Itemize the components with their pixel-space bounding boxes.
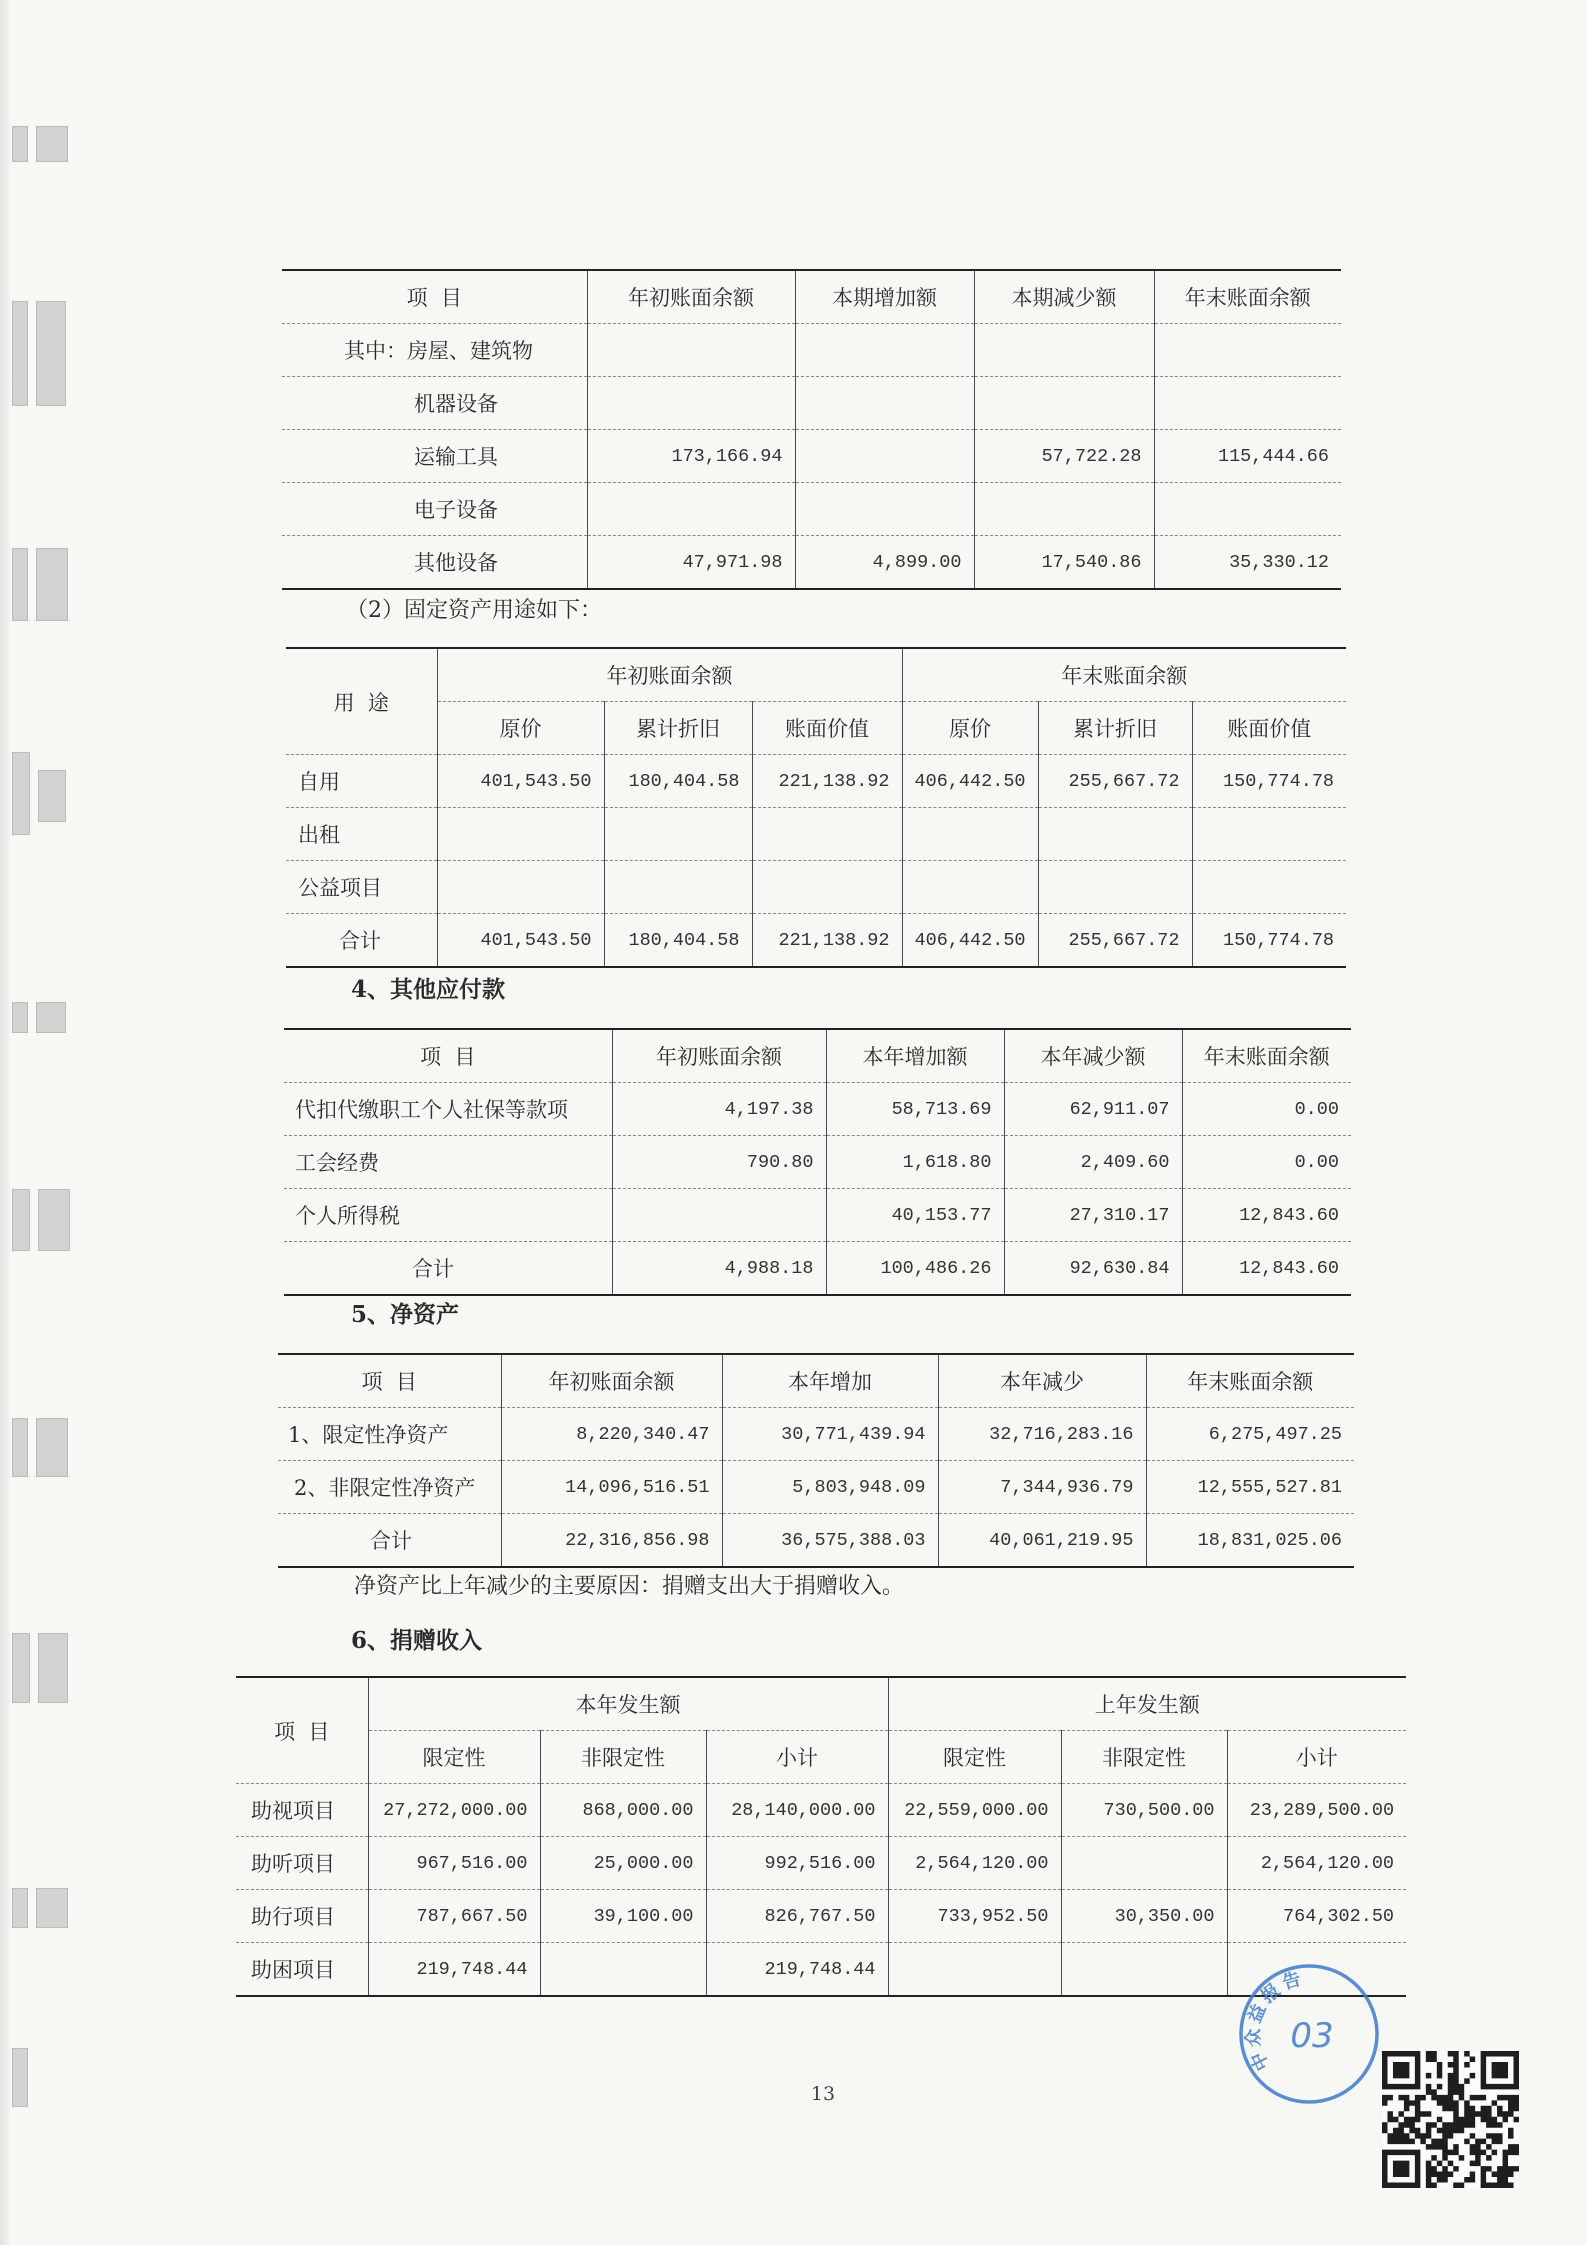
binding-mark — [12, 1002, 28, 1033]
table-total-row — [278, 1514, 1354, 1568]
column-header: 本期增加额 — [795, 270, 974, 324]
row-label: 1、限定性净资产 — [278, 1408, 501, 1461]
table-subheader-row — [286, 702, 1346, 755]
column-header: 非限定性 — [1061, 1731, 1227, 1784]
cell-value: 401,543.50 — [437, 755, 604, 808]
cell-value — [902, 861, 1038, 914]
cell-value — [437, 808, 604, 861]
column-header: 本期减少额 — [974, 270, 1154, 324]
column-header: 累计折旧 — [1038, 702, 1192, 755]
cell-value — [587, 377, 795, 430]
column-header: 小计 — [1227, 1731, 1406, 1784]
cell-value: 180,404.58 — [604, 755, 752, 808]
net-assets-table — [278, 1353, 1354, 1568]
table-row — [236, 1837, 1406, 1890]
table-header-row — [236, 1677, 1406, 1731]
cell-value: 40,061,219.95 — [938, 1514, 1146, 1568]
cell-value: 32,716,283.16 — [938, 1408, 1146, 1461]
table-row — [284, 1189, 1351, 1242]
cell-value — [752, 861, 902, 914]
row-label: 代扣代缴职工个人社保等款项 — [284, 1083, 612, 1136]
column-header: 限定性 — [888, 1731, 1061, 1784]
binding-mark — [12, 301, 28, 406]
section-title: 4、其他应付款 — [351, 976, 506, 1003]
column-header: 非限定性 — [540, 1731, 706, 1784]
other-payables-table — [284, 1028, 1351, 1296]
column-header: 年初账面余额 — [587, 270, 795, 324]
cell-value — [752, 808, 902, 861]
row-label: 电子设备 — [282, 483, 587, 536]
cell-value: 39,100.00 — [540, 1890, 706, 1943]
table-row — [282, 430, 1341, 483]
cell-value: 12,843.60 — [1182, 1242, 1351, 1296]
table-row — [236, 1943, 1406, 1997]
cell-value — [974, 377, 1154, 430]
binding-mark — [12, 2048, 28, 2107]
column-group-header: 本年发生额 — [368, 1677, 888, 1731]
table-row — [282, 324, 1341, 377]
row-label: 助行项目 — [236, 1890, 368, 1943]
row-label: 合计 — [286, 914, 437, 968]
binding-mark — [12, 1888, 28, 1928]
table-row — [284, 1136, 1351, 1189]
cell-value: 219,748.44 — [706, 1943, 888, 1997]
cell-value: 100,486.26 — [826, 1242, 1004, 1296]
binding-mark — [38, 1633, 68, 1703]
cell-value: 36,575,388.03 — [722, 1514, 938, 1568]
cell-value: 221,138.92 — [752, 914, 902, 968]
cell-value: 4,197.38 — [612, 1083, 826, 1136]
binding-mark — [36, 1002, 66, 1033]
cell-value — [587, 483, 795, 536]
row-label: 工会经费 — [284, 1136, 612, 1189]
cell-value — [1154, 324, 1341, 377]
cell-value: 826,767.50 — [706, 1890, 888, 1943]
cell-value: 150,774.78 — [1192, 755, 1346, 808]
row-label: 运输工具 — [282, 430, 587, 483]
stamp-number: 03 — [1290, 2016, 1334, 2056]
stamp-name: 中众益报告 — [1242, 1967, 1308, 2074]
row-label: 助视项目 — [236, 1784, 368, 1837]
column-group-header: 年初账面余额 — [437, 648, 902, 702]
fixed-assets-table — [282, 269, 1341, 590]
column-header: 年末账面余额 — [1146, 1354, 1354, 1408]
cell-value: 25,000.00 — [540, 1837, 706, 1890]
cell-value — [540, 1943, 706, 1997]
column-header: 本年增加额 — [826, 1029, 1004, 1083]
table-header-row — [282, 270, 1341, 324]
cell-value: 5,803,948.09 — [722, 1461, 938, 1514]
cell-value: 2,564,120.00 — [1227, 1837, 1406, 1890]
cell-value — [604, 861, 752, 914]
row-label: 其他设备 — [282, 536, 587, 590]
cell-value — [1154, 377, 1341, 430]
cell-value — [604, 808, 752, 861]
seal-stamp — [1234, 1959, 1384, 2109]
cell-value: 62,911.07 — [1004, 1083, 1182, 1136]
cell-value: 787,667.50 — [368, 1890, 540, 1943]
column-header: 本年增加 — [722, 1354, 938, 1408]
binding-mark — [38, 1189, 70, 1251]
cell-value: 219,748.44 — [368, 1943, 540, 1997]
binding-mark — [12, 1633, 30, 1703]
cell-value: 58,713.69 — [826, 1083, 1004, 1136]
table-row — [282, 536, 1341, 590]
cell-value — [1061, 1837, 1227, 1890]
cell-value — [795, 430, 974, 483]
binding-mark — [12, 126, 28, 162]
binding-mark — [36, 1888, 68, 1928]
binding-mark — [12, 548, 28, 621]
row-label: 其中：房屋、建筑物 — [282, 324, 587, 377]
cell-value — [1192, 861, 1346, 914]
table-row — [286, 861, 1346, 914]
column-header: 项 目 — [282, 270, 587, 324]
cell-value: 6,275,497.25 — [1146, 1408, 1354, 1461]
cell-value: 12,843.60 — [1182, 1189, 1351, 1242]
cell-value: 221,138.92 — [752, 755, 902, 808]
cell-value — [1038, 808, 1192, 861]
column-header: 账面价值 — [752, 702, 902, 755]
table-total-row — [284, 1242, 1351, 1296]
cell-value: 2,409.60 — [1004, 1136, 1182, 1189]
row-label: 合计 — [284, 1242, 612, 1296]
binding-edge — [0, 0, 10, 2245]
cell-value — [1061, 1943, 1227, 1997]
column-header: 本年减少 — [938, 1354, 1146, 1408]
cell-value: 7,344,936.79 — [938, 1461, 1146, 1514]
cell-value — [795, 377, 974, 430]
cell-value — [587, 324, 795, 377]
cell-value: 406,442.50 — [902, 755, 1038, 808]
cell-value: 764,302.50 — [1227, 1890, 1406, 1943]
cell-value: 4,899.00 — [795, 536, 974, 590]
cell-value: 255,667.72 — [1038, 914, 1192, 968]
table-total-row — [286, 914, 1346, 968]
section-title: 5、净资产 — [351, 1301, 460, 1328]
table-subheader-row — [236, 1731, 1406, 1784]
cell-value: 23,289,500.00 — [1227, 1784, 1406, 1837]
cell-value: 180,404.58 — [604, 914, 752, 968]
row-label: 个人所得税 — [284, 1189, 612, 1242]
column-header: 项 目 — [278, 1354, 501, 1408]
column-header: 账面价值 — [1192, 702, 1346, 755]
cell-value: 47,971.98 — [587, 536, 795, 590]
table-row — [282, 377, 1341, 430]
binding-mark — [12, 1189, 30, 1251]
column-header: 年末账面余额 — [1182, 1029, 1351, 1083]
cell-value: 14,096,516.51 — [501, 1461, 722, 1514]
cell-value: 992,516.00 — [706, 1837, 888, 1890]
page-number: 13 — [810, 2083, 836, 2105]
cell-value: 27,310.17 — [1004, 1189, 1182, 1242]
cell-value: 255,667.72 — [1038, 755, 1192, 808]
column-header: 小计 — [706, 1731, 888, 1784]
cell-value: 40,153.77 — [826, 1189, 1004, 1242]
binding-mark — [36, 126, 68, 162]
row-label: 助困项目 — [236, 1943, 368, 1997]
cell-value: 790.80 — [612, 1136, 826, 1189]
cell-value: 35,330.12 — [1154, 536, 1341, 590]
binding-mark — [36, 301, 66, 406]
binding-mark — [38, 770, 66, 822]
cell-value — [974, 324, 1154, 377]
fixed-assets-usage-title: （2）固定资产用途如下： — [346, 598, 602, 623]
table-row — [286, 808, 1346, 861]
cell-value: 733,952.50 — [888, 1890, 1061, 1943]
cell-value: 150,774.78 — [1192, 914, 1346, 968]
cell-value: 115,444.66 — [1154, 430, 1341, 483]
cell-value: 868,000.00 — [540, 1784, 706, 1837]
cell-value: 92,630.84 — [1004, 1242, 1182, 1296]
cell-value — [437, 861, 604, 914]
column-header: 年末账面余额 — [1154, 270, 1341, 324]
cell-value — [974, 483, 1154, 536]
cell-value — [888, 1943, 1061, 1997]
cell-value: 401,543.50 — [437, 914, 604, 968]
table-row — [286, 755, 1346, 808]
binding-mark — [12, 752, 30, 835]
section-title: 6、捐赠收入 — [351, 1627, 483, 1654]
binding-mark — [36, 548, 68, 621]
row-label: 机器设备 — [282, 377, 587, 430]
column-header: 限定性 — [368, 1731, 540, 1784]
cell-value: 30,771,439.94 — [722, 1408, 938, 1461]
column-header: 年初账面余额 — [501, 1354, 722, 1408]
cell-value: 22,316,856.98 — [501, 1514, 722, 1568]
cell-value: 12,555,527.81 — [1146, 1461, 1354, 1514]
cell-value: 406,442.50 — [902, 914, 1038, 968]
row-header: 项 目 — [236, 1677, 368, 1784]
table-row — [236, 1784, 1406, 1837]
qr-code — [1382, 2051, 1519, 2188]
donation-income-table — [236, 1676, 1406, 1997]
row-label: 出租 — [286, 808, 437, 861]
cell-value: 2,564,120.00 — [888, 1837, 1061, 1890]
column-header: 项 目 — [284, 1029, 612, 1083]
table-row — [278, 1408, 1354, 1461]
column-header: 年初账面余额 — [612, 1029, 826, 1083]
cell-value: 173,166.94 — [587, 430, 795, 483]
cell-value — [1038, 861, 1192, 914]
cell-value: 4,988.18 — [612, 1242, 826, 1296]
fixed-assets-usage-table — [286, 647, 1346, 968]
column-header: 原价 — [902, 702, 1038, 755]
column-group-header: 上年发生额 — [888, 1677, 1406, 1731]
row-label: 公益项目 — [286, 861, 437, 914]
column-header: 累计折旧 — [604, 702, 752, 755]
cell-value: 967,516.00 — [368, 1837, 540, 1890]
cell-value — [1154, 483, 1341, 536]
table-row — [236, 1890, 1406, 1943]
cell-value: 1,618.80 — [826, 1136, 1004, 1189]
cell-value: 0.00 — [1182, 1136, 1351, 1189]
table-row — [284, 1083, 1351, 1136]
cell-value — [795, 483, 974, 536]
cell-value: 0.00 — [1182, 1083, 1351, 1136]
cell-value: 17,540.86 — [974, 536, 1154, 590]
cell-value — [795, 324, 974, 377]
row-label: 自用 — [286, 755, 437, 808]
row-label: 合计 — [278, 1514, 501, 1568]
binding-mark — [12, 1418, 28, 1477]
binding-mark — [36, 1418, 68, 1477]
column-group-header: 年末账面余额 — [902, 648, 1346, 702]
row-label: 2、非限定性净资产 — [278, 1461, 501, 1514]
table-header-row — [284, 1029, 1351, 1083]
table-row — [278, 1461, 1354, 1514]
column-header: 原价 — [437, 702, 604, 755]
cell-value: 22,559,000.00 — [888, 1784, 1061, 1837]
cell-value: 730,500.00 — [1061, 1784, 1227, 1837]
cell-value — [1192, 808, 1346, 861]
cell-value: 27,272,000.00 — [368, 1784, 540, 1837]
cell-value: 18,831,025.06 — [1146, 1514, 1354, 1568]
table-row — [282, 483, 1341, 536]
table-header-row — [286, 648, 1346, 702]
cell-value: 8,220,340.47 — [501, 1408, 722, 1461]
cell-value: 28,140,000.00 — [706, 1784, 888, 1837]
row-label: 助听项目 — [236, 1837, 368, 1890]
row-header: 用 途 — [286, 648, 437, 755]
column-header: 本年减少额 — [1004, 1029, 1182, 1083]
cell-value: 57,722.28 — [974, 430, 1154, 483]
cell-value — [902, 808, 1038, 861]
net-assets-note: 净资产比上年减少的主要原因：捐赠支出大于捐赠收入。 — [354, 1574, 905, 1599]
cell-value — [612, 1189, 826, 1242]
cell-value: 30,350.00 — [1061, 1890, 1227, 1943]
table-header-row — [278, 1354, 1354, 1408]
